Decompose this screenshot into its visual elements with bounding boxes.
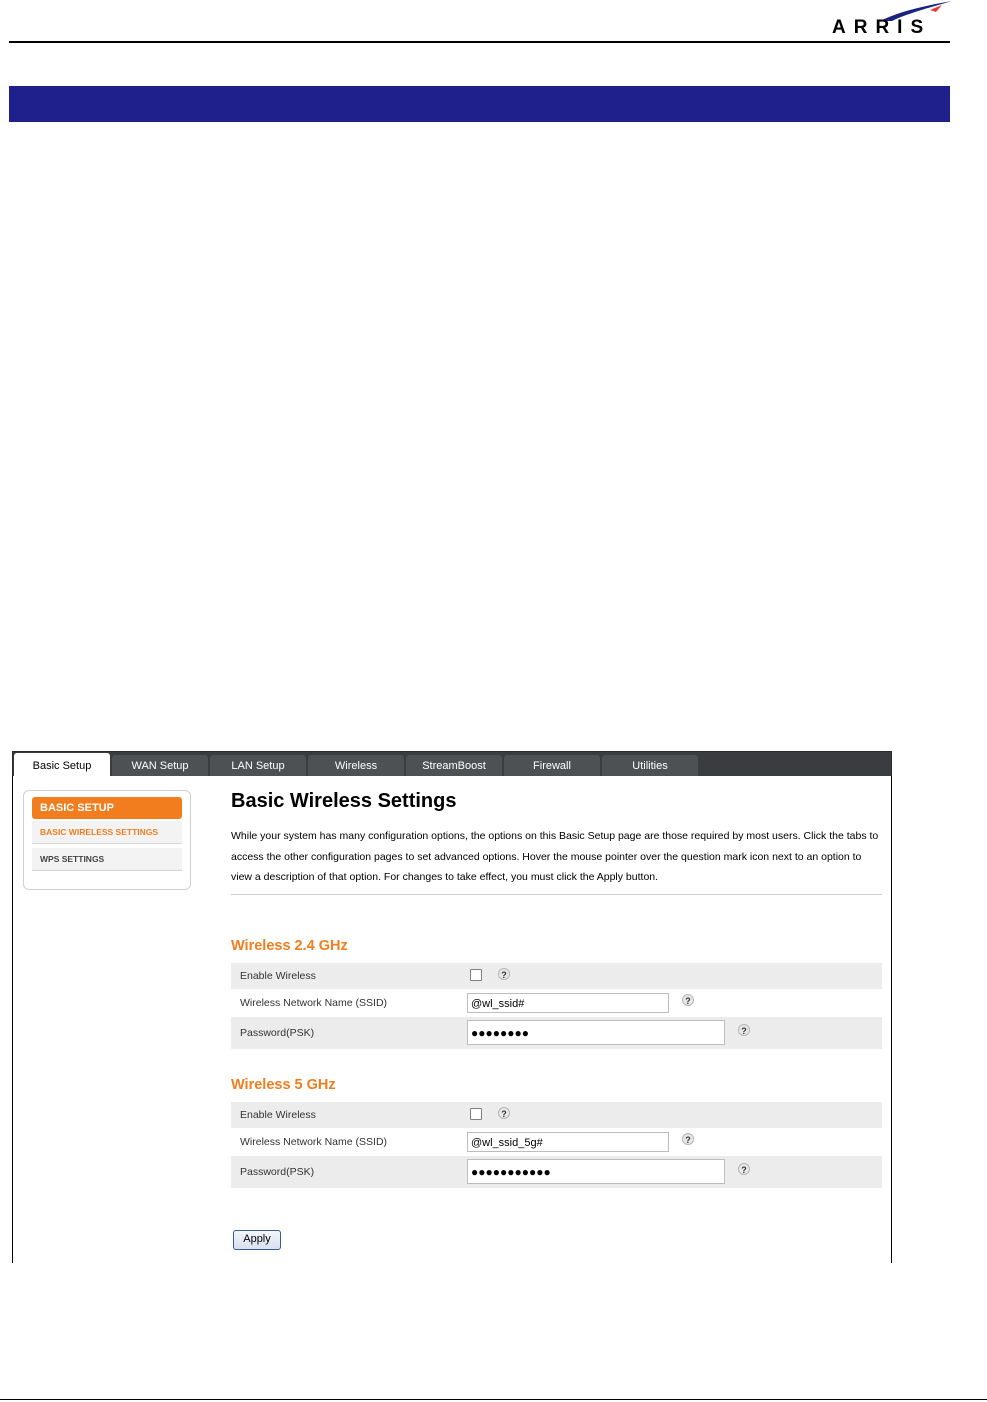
tab-bar (12, 751, 892, 777)
footer-rule (0, 1399, 987, 1400)
tab-firewall[interactable]: Firewall (504, 755, 600, 777)
arris-logo (832, 0, 954, 42)
apply-button[interactable]: Apply (233, 1230, 281, 1250)
tab-utilities[interactable]: Utilities (602, 755, 698, 777)
sidebar (23, 790, 191, 890)
intro-text: While your system has many configuration options, the options on this Basic Setup page are those required by most users. Click the tabs to access the other configuration pages to set advanced options. Hover the mouse pointer over the question mark icon next to an option to view a description of that option. For changes to take effect, you must click the Apply button. (231, 830, 879, 883)
enable-wireless-label: Enable Wireless (240, 970, 316, 982)
help-icon[interactable]: ? (738, 1163, 750, 1175)
row-ssid-2-4ghz (231, 989, 882, 1017)
logo-wordmark: ARRIS (832, 17, 932, 38)
divider (231, 894, 882, 895)
ssid-label: Wireless Network Name (SSID) (240, 1136, 388, 1148)
ssid-input-2-4ghz[interactable]: @wl_ssid# (467, 993, 669, 1013)
ssid-label: Wireless Network Name (SSID) (240, 997, 388, 1009)
row-enable-wireless-5ghz (231, 1102, 882, 1128)
help-icon[interactable]: ? (682, 1133, 694, 1145)
help-icon[interactable]: ? (738, 1024, 750, 1036)
help-icon[interactable]: ? (498, 968, 510, 980)
section-title-5ghz: Wireless 5 GHz (231, 1077, 336, 1093)
help-icon[interactable]: ? (682, 994, 694, 1006)
psk-label: Password(PSK) (240, 1027, 315, 1039)
tab-lan-setup[interactable]: LAN Setup (210, 755, 306, 777)
psk-label: Password(PSK) (240, 1166, 315, 1178)
enable-wireless-label: Enable Wireless (240, 1109, 316, 1121)
enable-wireless-checkbox-5ghz[interactable] (470, 1108, 482, 1120)
row-psk-2-4ghz (231, 1017, 882, 1049)
router-ui (12, 751, 892, 1263)
tab-wireless[interactable]: Wireless (308, 755, 404, 777)
section-banner (9, 86, 950, 122)
tab-basic-setup[interactable]: Basic Setup (14, 753, 110, 777)
tab-wan-setup[interactable]: WAN Setup (112, 755, 208, 777)
row-ssid-5ghz (231, 1128, 882, 1156)
psk-input-2-4ghz[interactable]: ●●●●●●●● (467, 1020, 725, 1045)
ssid-input-5ghz[interactable]: @wl_ssid_5g# (467, 1132, 669, 1152)
psk-input-5ghz[interactable]: ●●●●●●●●●●● (467, 1159, 725, 1184)
help-icon[interactable]: ? (498, 1107, 510, 1119)
sidebar-item-basic-wireless-settings[interactable]: BASIC WIRELESS SETTINGS (32, 821, 182, 844)
sidebar-item-wps-settings[interactable]: WPS SETTINGS (32, 848, 182, 871)
content-frame (12, 776, 892, 1263)
sidebar-header: BASIC SETUP (32, 797, 182, 819)
page-title: Basic Wireless Settings (231, 790, 457, 812)
enable-wireless-checkbox-2-4ghz[interactable] (470, 969, 482, 981)
row-enable-wireless-2-4ghz (231, 963, 882, 989)
tab-streamboost[interactable]: StreamBoost (406, 755, 502, 777)
header-rule (9, 41, 950, 43)
row-psk-5ghz (231, 1156, 882, 1188)
section-title-2-4ghz: Wireless 2.4 GHz (231, 938, 348, 954)
